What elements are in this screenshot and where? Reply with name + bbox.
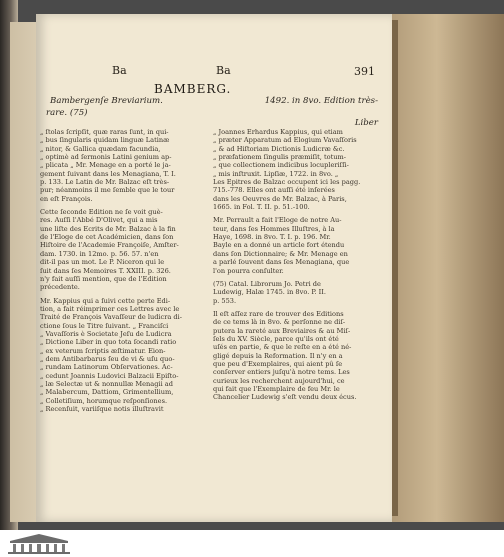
text-line: „ rundam Latinorum Obſervationes. Ac-	[40, 363, 173, 372]
text-line: de ce tems là in 8vo. & perſonne ne diſ-	[213, 318, 346, 327]
text-line: a parlé ſouvent dans ſes Menagiana, que	[213, 258, 350, 267]
text-line: „ ſtolas ſcripſit, quæ raras ſunt, in qui-	[40, 128, 169, 136]
text-line: „ & ad Hiſtoriam Dictionis Ludicræ &c.	[213, 144, 345, 153]
text-line: „ ex veterum ſcriptis æſtimatur. Eion-	[40, 346, 166, 355]
text-line: ſuit dans ſes Memoires T. XXIII. p. 326.	[40, 266, 171, 275]
text-line: 1665. in Fol. T. II. p. 51.-100.	[213, 203, 310, 212]
text-line: Ludewig, Halæ 1745. in 8vo. P. II.	[213, 288, 326, 297]
text-line: dam. 1730. in 12mo. p. 56. 57. n'en	[40, 249, 159, 258]
text-line: n'y fait auſſi mention, que de l'Edition	[40, 274, 167, 283]
page-gutter-shadow	[392, 20, 398, 516]
running-head-left: Ba	[112, 64, 127, 77]
text-line: qui fait que l'Exemplaire de feu Mr. le	[213, 384, 340, 393]
text-line: „ præter Apparatum ad Elogium Vavaſſoris	[213, 136, 357, 145]
text-line: conſerver entiers juſqu'à notre tems. Les	[213, 368, 350, 377]
right-paragraph-3	[213, 310, 380, 402]
left-text-column	[40, 128, 205, 418]
text-line: Mr. Perrault a fait l'Eloge de notre Au-	[213, 216, 342, 225]
text-line: tion, a fait réimprimer ces Lettres avec le	[40, 304, 180, 313]
text-line: „ plicata „ Mr. Menage en a porté le ja-	[40, 161, 171, 170]
page-block-edges	[392, 14, 504, 522]
text-line: gligé depuis la Reformation. Il n'y en a	[213, 351, 343, 360]
text-line: Les Epitres de Balzac occupent ici les pagg.	[213, 178, 361, 187]
text-line: uſés en partie, & que le reſte en a été né-	[213, 343, 352, 352]
text-line: res. Auſſi l'Abbé D'Olivet, qui a mis	[40, 216, 158, 225]
text-line: teur, dans ſes Hommes Illuſtres, à la	[213, 224, 335, 233]
text-line: „ Recenſuit, variiſque notis illuſtravit	[40, 405, 164, 413]
text-line: (75) Catal. Librorum Jo. Petri de	[213, 279, 321, 288]
left-paragraph-1	[40, 128, 205, 203]
text-line: Bayle en a donné un article fort étendu	[213, 241, 345, 250]
entry-catchword: Liber	[354, 118, 378, 128]
right-footnote	[213, 280, 380, 305]
text-line: „ optimè ad ſermonis Latini genium ap-	[40, 153, 172, 162]
text-line: pur; néanmoins il me ſemble que le tour	[40, 186, 175, 195]
running-head-center: Ba	[216, 64, 231, 77]
text-line: „ Vavaſſoris è Societate Jeſu de Ludicra	[40, 329, 172, 338]
text-line: une liſte des Ecrits de Mr. Balzac à la fin	[40, 224, 176, 233]
footer-bar	[0, 530, 504, 557]
text-line: Hiſtoire de l'Academie Françoiſe, Amſter-	[40, 241, 179, 250]
text-line: „ præfationem ſingulis præmiſit, totum-	[213, 153, 346, 162]
text-line: Mr. Kappius qui a ſuivi cette perte Edi-	[40, 296, 171, 305]
text-line: „ nitor, & Gallica quædam facundia,	[40, 144, 161, 153]
text-line: „ læ Selectæ ut & nonnullæ Menagii ad	[40, 379, 173, 388]
right-paragraph-1	[213, 128, 380, 211]
right-paragraph-2	[213, 216, 380, 274]
text-line: „ Colletiſium, horumque reſponſiones.	[40, 396, 168, 405]
text-line: dans les Oeuvres de Mr. Balzac, à Paris,	[213, 194, 347, 203]
text-line: en eſt François.	[40, 194, 93, 203]
text-line: „ Dictione Liber in quo tota ſocandi ratio	[40, 338, 177, 347]
text-line: Chancelier Ludewig s'eſt vendu deux écus.	[213, 393, 357, 402]
entry-rarity: rare. (75)	[46, 108, 88, 118]
entry-date-format: 1492. in 8vo. Edition très-	[264, 96, 378, 106]
text-line: „ dem Antibarbarus ſeu de vi & uſu quo-	[40, 354, 175, 363]
text-line: dit-il pas un mot. Le P. Niceron qui le	[40, 258, 165, 267]
section-title: BAMBERG.	[154, 82, 232, 96]
text-line: ſels du XV. Siècle, parce qu'ils ont été	[213, 334, 339, 343]
entry-title: Bambergenſe Breviarium.	[50, 96, 163, 106]
text-line: Il eſt aſſez rare de trouver des Editions	[213, 309, 344, 318]
text-line: curieux les recherchent aujourd'hui, ce	[213, 376, 345, 385]
text-line: 715.-778. Elles ont auſſi été inſerées	[213, 186, 335, 195]
text-line: p. 553.	[213, 296, 237, 305]
left-paragraph-3	[40, 297, 205, 414]
text-line: „ Joannes Erhardus Kappius, qui etiam	[213, 128, 343, 136]
text-line: gement ſuivant dans les Menagiana, T. I.	[40, 169, 176, 178]
page-number: 391	[354, 65, 375, 78]
text-line: l'on pourra conſulter.	[213, 266, 284, 275]
text-line: précedente.	[40, 283, 80, 292]
left-paragraph-2	[40, 208, 205, 291]
text-line: que peu d'Exemplaires, qui aient pû ſe	[213, 359, 343, 368]
text-line: „ que collectionem indicibus locupleriſſi-	[213, 161, 349, 170]
text-line: Haye, 1698. in 8vo. T. I. p. 196. Mr.	[213, 233, 331, 242]
text-line: dans ſon Dictionnaire; & Mr. Menage en	[213, 249, 348, 258]
text-line: p. 133. Le Latin de Mr. Balzac eſt très-	[40, 178, 170, 187]
text-line: „ mis inſtruxit. Lipſiæ, 1722. in 8vo. „	[213, 169, 339, 178]
text-line: „ Malabercum, Dattiom, Grimentellium,	[40, 388, 174, 397]
text-line: ctione ſous le Titre ſuivant. „ Franciſci	[40, 321, 169, 330]
text-line: Traité de François Vavaſſeur de ludicra di-	[40, 313, 182, 322]
text-line: „ cedunt Joannis Ludovici Balzacii Epiſto-	[40, 371, 179, 380]
library-building-logo	[4, 532, 74, 555]
text-line: „ bus ſingularis quidam linguæ Latinæ	[40, 136, 170, 145]
text-line: putera la rareté aux Breviaires & au Miſ-	[213, 326, 351, 335]
right-text-column	[213, 128, 380, 407]
text-line: de l'Eloge de cet Académicien, dans ſon	[40, 233, 174, 242]
text-line: Cette ſeconde Edition ne ſe voit guè-	[40, 208, 163, 217]
